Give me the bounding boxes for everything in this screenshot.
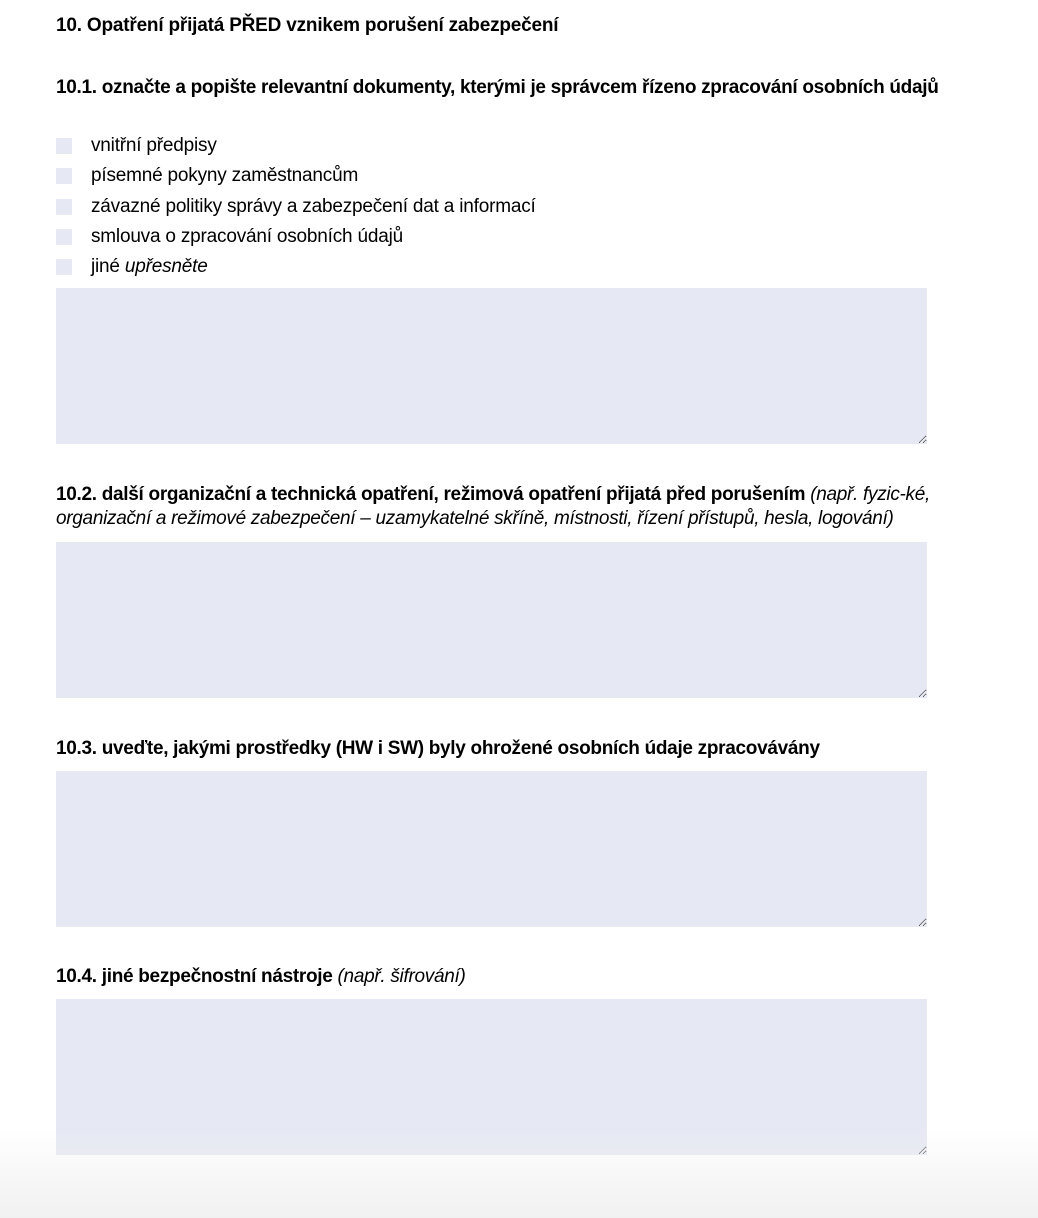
checkbox[interactable] [56,168,72,184]
checkbox-label [91,256,208,278]
question-10-4-heading [56,965,986,989]
checkbox[interactable] [56,229,72,245]
other-label: jiné [91,256,120,278]
question-10-1-text: 10.1. označte a popište relevantní dokumenty, kterými je správcem řízeno zpracování osobních údajů [56,77,939,98]
question-10-4-hint: (např. šifrování) [337,966,466,987]
checkbox-item-internal-rules[interactable] [56,131,536,161]
document-checkbox-list [56,131,536,282]
question-10-2-text: 10.2. další organizační a technická opatření, režimová opatření přijatá před porušením [56,484,806,505]
checkbox-item-written-instructions[interactable] [56,161,536,191]
checkbox-item-processing-agreement[interactable] [56,222,536,252]
checkbox[interactable] [56,259,72,275]
question-10-1-heading [56,76,986,100]
checkbox-label: vnitřní předpisy [91,135,217,157]
question-10-3-text: 10.3. uveďte, jakými prostředky (HW i SW) byly ohrožené osobních údaje zpracovávány [56,738,820,759]
checkbox-item-other[interactable] [56,252,536,282]
checkbox-item-binding-policies[interactable] [56,192,536,222]
other-hint: upřesněte [124,256,208,278]
checkbox[interactable] [56,138,72,154]
section-title: 10. Opatření přijatá PŘED vznikem porušení zabezpečení [56,15,559,36]
checkbox-label: závazné politiky správy a zabezpečení dat a informací [91,195,536,217]
question-10-1-other-field[interactable] [56,288,927,444]
question-10-2-heading [56,483,986,531]
question-10-4-field[interactable] [56,999,927,1155]
checkbox-label: písemné pokyny zaměstnancům [91,165,359,187]
question-10-4-text: 10.4. jiné bezpečnostní nástroje [56,966,333,987]
question-10-2-hint: (např. fyzic-ké, organizační a režimové zabezpečení – uzamykatelné skříně, místnosti, řízení přístupů, hesla, logování) [56,484,930,529]
question-10-3-field[interactable] [56,771,927,927]
question-10-2-field[interactable] [56,542,927,698]
checkbox-label: smlouva o zpracování osobních údajů [91,226,403,248]
question-10-3-heading [56,737,986,761]
checkbox[interactable] [56,199,72,215]
